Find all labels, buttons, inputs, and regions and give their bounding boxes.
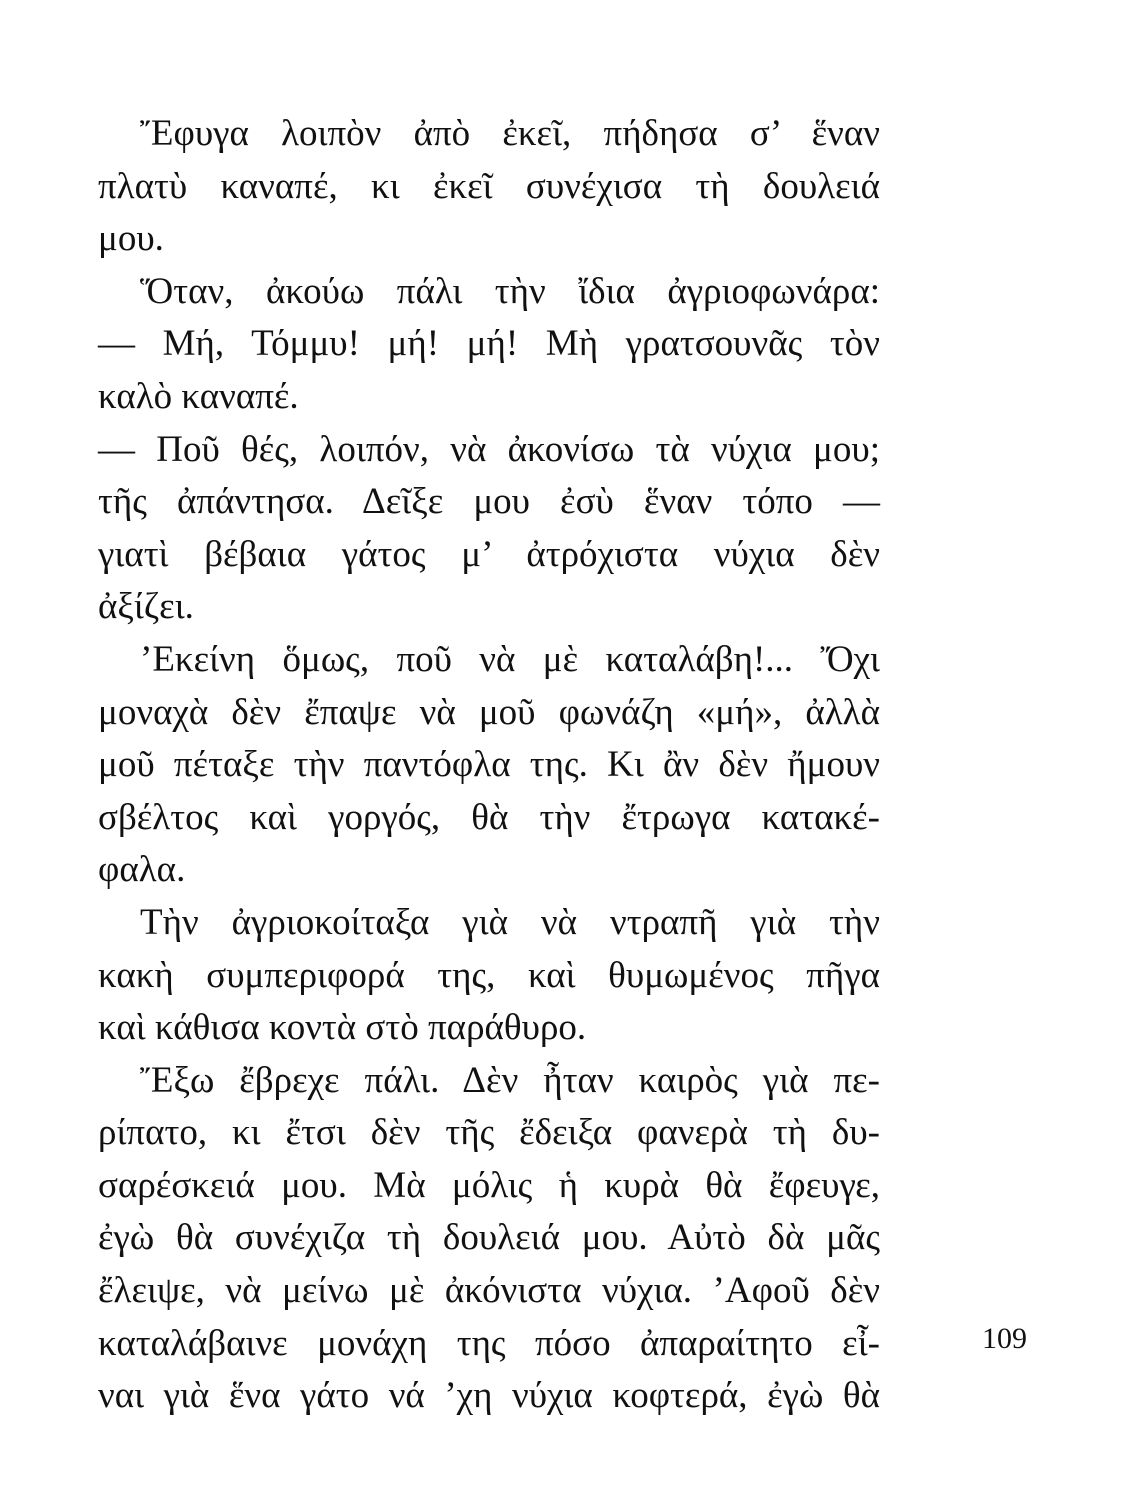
text-line: μοῦ πέταξε τὴν παντόφλα της. Κι ἂν δὲν ἤμουν [98,744,880,786]
text-line: φαλα. [98,849,186,891]
body-text [98,108,880,1423]
text-line: ναι γιὰ ἕνα γάτο νά ’χη νύχια κοφτερά, ἐγὼ θὰ [98,1375,880,1417]
text-line: ἀξίζει. [98,586,194,628]
text-line: — Μή, Τόμμυ! μή! μή! Μὴ γρατσουνᾶς τὸν [98,323,880,365]
text-line: Ἔφυγα λοιπὸν ἀπὸ ἐκεῖ, πήδησα σ’ ἕναν [140,113,880,154]
text-line: μου. [98,218,164,260]
text-line: σβέλτος καὶ γοργός, θὰ τὴν ἔτρωγα κατακέ- [98,796,880,838]
text-line: κακὴ συμπεριφορά της, καὶ θυμωμένος πῆγα [98,954,880,996]
text-line: καλὸ καναπέ. [98,375,299,417]
text-line: Ἔξω ἔβρεχε πάλι. Δὲν ἦταν καιρὸς γιὰ πε- [140,1059,880,1101]
text-line: καταλάβαινε μονάχη της πόσο ἀπαραίτητο εἶ- [98,1322,880,1364]
text-line: ρίπατο, κι ἔτσι δὲν τῆς ἔδειξα φανερὰ τὴ δυ- [98,1112,880,1154]
text-line: σαρέσκειά μου. Μὰ μόλις ἡ κυρὰ θὰ ἔφευγε, [98,1164,880,1206]
text-line: τῆς ἀπάντησα. Δεῖξε μου ἐσὺ ἕναν τόπο — [98,481,880,523]
text-line: πλατὺ καναπέ, κι ἐκεῖ συνέχισα τὴ δουλειά [98,165,880,207]
text-line: καὶ κάθισα κοντὰ στὸ παράθυρο. [98,1007,587,1049]
page-number: 109 [982,1322,1027,1355]
text-line: Τὴν ἀγριοκοίταξα γιὰ νὰ ντραπῆ γιὰ τὴν [140,901,880,943]
text-line: μοναχὰ δὲν ἔπαψε νὰ μοῦ φωνάζη «μή», ἀλλὰ [98,691,880,733]
text-line: γιατὶ βέβαια γάτος μ’ ἀτρόχιστα νύχια δὲν [98,533,880,575]
text-line: ’Εκείνη ὅμως, ποῦ νὰ μὲ καταλάβη!... Ὄχι [140,638,880,680]
text-line: ἐγὼ θὰ συνέχιζα τὴ δουλειά μου. Αὐτὸ δὰ μᾶς [98,1217,880,1259]
text-line: — Ποῦ θές, λοιπόν, νὰ ἀκονίσω τὰ νύχια μου; [98,428,880,470]
text-line: Ὅταν, ἀκούω πάλι τὴν ἴδια ἀγριοφωνάρα: [140,270,880,312]
text-line: ἔλειψε, νὰ μείνω μὲ ἀκόνιστα νύχια. ’Αφοῦ δὲν [98,1270,880,1312]
